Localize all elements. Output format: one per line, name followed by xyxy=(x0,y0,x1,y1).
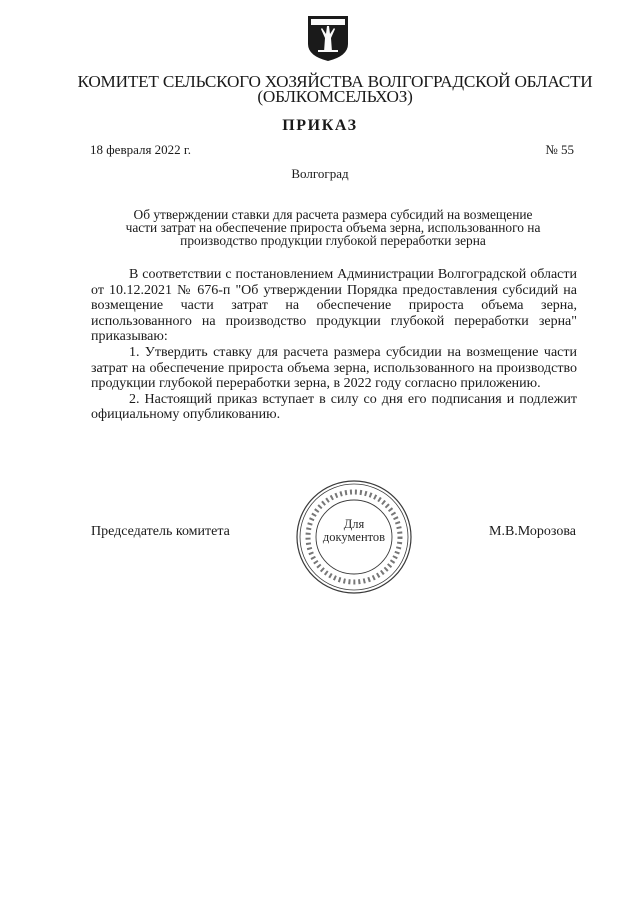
document-date: 18 февраля 2022 г. xyxy=(90,142,192,157)
signer-name: М.В.Морозова xyxy=(489,524,576,539)
document-body xyxy=(91,267,577,423)
body-paragraph-item-2: 2. Настоящий приказ вступает в силу со дня его подписания и подлежит официальному опубликованию. xyxy=(91,391,577,423)
body-paragraph-preamble: В соответствии с постановлением Администрации Волгоградской области от 10.12.2021 № 676-п "Об утверждении Порядка предоставления субсидий на возмещение части затрат на обеспечение прироста объема зерна, использованного на производство продукции глубокой переработки зерна" приказываю: xyxy=(91,267,577,345)
subject-line: части затрат на обеспечение прироста объема зерна, использованного на xyxy=(125,220,541,235)
document-city: Волгоград xyxy=(291,166,349,181)
organization-name: КОМИТЕТ СЕЛЬСКОГО ХОЗЯЙСТВА ВОЛГОГРАДСКОЙ ОБЛАСТИ xyxy=(77,72,593,91)
stamp-line: Для xyxy=(343,517,365,531)
body-paragraph-item-1: 1. Утвердить ставку для расчета размера субсидии на возмещение части затрат на обеспечение прироста объема зерна, использованного на производство продукции глубокой переработки зерна, в 2022 году согласно приложению. xyxy=(91,344,577,392)
subject-line: Об утверждении ставки для расчета размера субсидий на возмещение xyxy=(133,207,533,222)
stamp-text xyxy=(294,518,414,544)
organization-abbreviation: (ОБЛКОМСЕЛЬХОЗ) xyxy=(257,87,413,106)
stamp-line: документов xyxy=(322,530,386,544)
signer-role: Председатель комитета xyxy=(91,524,230,539)
document-title: ПРИКАЗ xyxy=(282,117,358,134)
document-subject xyxy=(90,208,576,247)
volgograd-coat-of-arms-icon xyxy=(306,14,350,62)
document-number: № 55 xyxy=(545,142,574,157)
subject-line: производство продукции глубокой переработки зерна xyxy=(180,233,486,248)
